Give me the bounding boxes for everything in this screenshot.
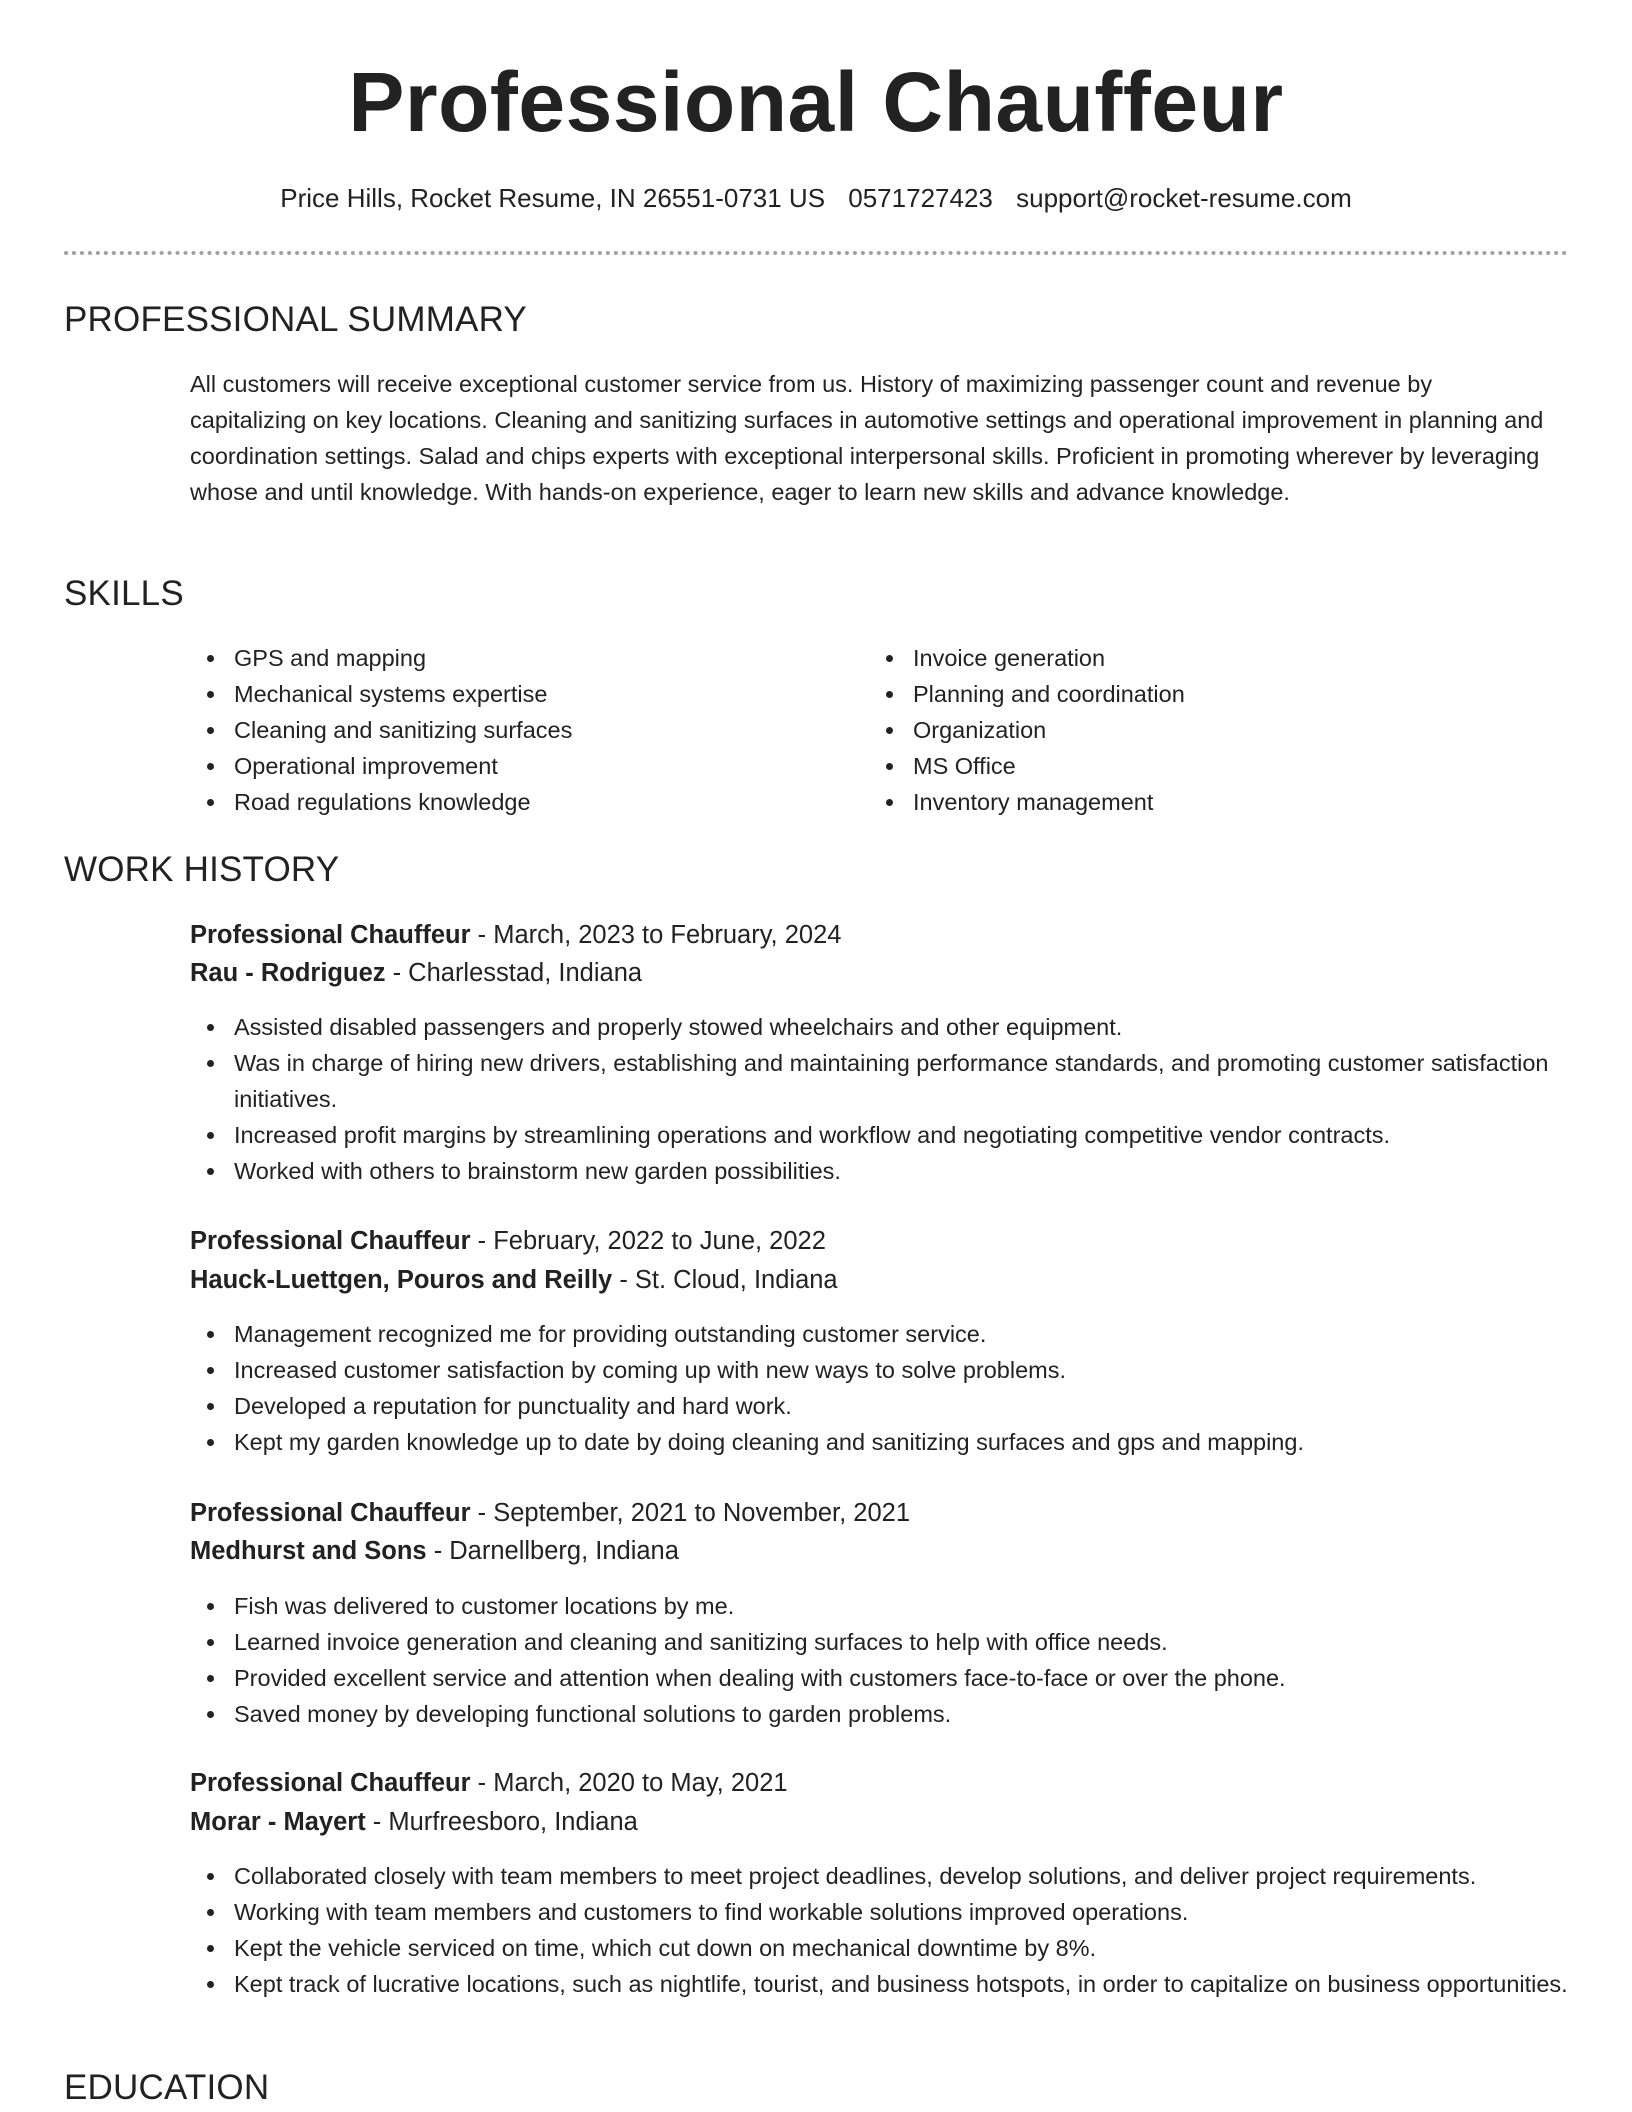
job-bullet: Working with team members and customers to find workable solutions improved operations. bbox=[190, 1894, 1570, 1930]
skill-item: Organization bbox=[869, 712, 1489, 748]
job-title-line bbox=[190, 1495, 910, 1531]
job-dates: - March, 2023 to February, 2024 bbox=[470, 921, 842, 949]
contact-email: support@rocket-resume.com bbox=[1016, 183, 1352, 213]
skill-item: Invoice generation bbox=[869, 640, 1489, 676]
job-title: Professional Chauffeur bbox=[190, 1499, 471, 1527]
job-location: - Darnellberg, Indiana bbox=[426, 1537, 679, 1565]
job-bullet: Management recognized me for providing outstanding customer service. bbox=[190, 1316, 1570, 1352]
skill-item: Planning and coordination bbox=[869, 676, 1489, 712]
job-company-line bbox=[190, 1533, 679, 1569]
job-bullet: Kept my garden knowledge up to date by doing cleaning and sanitizing surfaces and gps and mapping. bbox=[190, 1424, 1570, 1460]
job-dates: - September, 2021 to November, 2021 bbox=[470, 1499, 911, 1527]
job-title-line bbox=[190, 917, 841, 953]
contact-phone: 0571727423 bbox=[848, 183, 993, 213]
job-title: Professional Chauffeur bbox=[190, 921, 471, 949]
job-bullet: Worked with others to brainstorm new garden possibilities. bbox=[190, 1153, 1570, 1189]
job-bullet: Fish was delivered to customer locations by me. bbox=[190, 1588, 1570, 1624]
job-bullet: Provided excellent service and attention when dealing with customers face-to-face or over the phone. bbox=[190, 1660, 1570, 1696]
skill-item: Operational improvement bbox=[190, 748, 810, 784]
job-bullet: Kept the vehicle serviced on time, which cut down on mechanical downtime by 8%. bbox=[190, 1930, 1570, 1966]
skill-item: Inventory management bbox=[869, 784, 1489, 820]
job-company-line bbox=[190, 955, 642, 991]
job-bullet: Increased profit margins by streamlining operations and workflow and negotiating competitive vendor contracts. bbox=[190, 1117, 1570, 1153]
work-history-heading: WORK HISTORY bbox=[64, 850, 340, 889]
job-dates: - March, 2020 to May, 2021 bbox=[470, 1769, 788, 1797]
summary-heading: PROFESSIONAL SUMMARY bbox=[64, 300, 527, 339]
job-title-line bbox=[190, 1765, 788, 1801]
job-company-line bbox=[190, 1804, 638, 1840]
skill-item: GPS and mapping bbox=[190, 640, 810, 676]
skills-list-left bbox=[190, 640, 810, 820]
skill-item: Road regulations knowledge bbox=[190, 784, 810, 820]
job-company: Medhurst and Sons bbox=[190, 1537, 427, 1565]
job-bullets bbox=[190, 1588, 1570, 1732]
job-company: Hauck-Luettgen, Pouros and Reilly bbox=[190, 1266, 613, 1294]
job-bullet: Saved money by developing functional solutions to garden problems. bbox=[190, 1696, 1570, 1732]
job-dates: - February, 2022 to June, 2022 bbox=[470, 1227, 826, 1255]
job-title: Professional Chauffeur bbox=[190, 1227, 471, 1255]
summary-text: All customers will receive exceptional customer service from us. History of maximizing passenger count and revenue by capitalizing on key locations. Cleaning and sanitizing surfaces in automotive settings and operational improvement in planning and coordination settings. Salad and chips experts with exceptional interpersonal skills. Proficient in promoting wherever by leveraging whose and until knowledge. With hands-on experience, eager to learn new skills and advance knowledge. bbox=[190, 371, 1544, 505]
job-bullet: Developed a reputation for punctuality and hard work. bbox=[190, 1388, 1570, 1424]
job-bullet: Kept track of lucrative locations, such as nightlife, tourist, and business hotspots, in order to capitalize on business opportunities. bbox=[190, 1966, 1570, 2002]
job-bullets bbox=[190, 1858, 1570, 2002]
skills-heading: SKILLS bbox=[64, 574, 184, 613]
job-bullet: Increased customer satisfaction by coming up with new ways to solve problems. bbox=[190, 1352, 1570, 1388]
job-location: - Murfreesboro, Indiana bbox=[365, 1808, 638, 1836]
job-company: Morar - Mayert bbox=[190, 1808, 366, 1836]
skill-item: Cleaning and sanitizing surfaces bbox=[190, 712, 810, 748]
resume-name: Professional Chauffeur bbox=[348, 55, 1284, 149]
job-bullets bbox=[190, 1316, 1570, 1460]
job-title-line bbox=[190, 1223, 826, 1259]
job-title: Professional Chauffeur bbox=[190, 1769, 471, 1797]
header-divider bbox=[64, 251, 1568, 255]
job-bullets bbox=[190, 1009, 1570, 1189]
contact-address: Price Hills, Rocket Resume, IN 26551-0731 US bbox=[280, 183, 826, 213]
job-company-line bbox=[190, 1262, 838, 1298]
skills-list-right bbox=[869, 640, 1489, 820]
skill-item: MS Office bbox=[869, 748, 1489, 784]
job-bullet: Was in charge of hiring new drivers, establishing and maintaining performance standards, and promoting customer satisfaction initiatives. bbox=[190, 1045, 1570, 1117]
skill-item: Mechanical systems expertise bbox=[190, 676, 810, 712]
education-heading: EDUCATION bbox=[64, 2068, 270, 2107]
job-bullet: Learned invoice generation and cleaning and sanitizing surfaces to help with office needs. bbox=[190, 1624, 1570, 1660]
job-bullet: Collaborated closely with team members to meet project deadlines, develop solutions, and deliver project requirements. bbox=[190, 1858, 1570, 1894]
job-location: - St. Cloud, Indiana bbox=[612, 1266, 838, 1294]
job-bullet: Assisted disabled passengers and properly stowed wheelchairs and other equipment. bbox=[190, 1009, 1570, 1045]
job-location: - Charlesstad, Indiana bbox=[385, 959, 643, 987]
job-company: Rau - Rodriguez bbox=[190, 959, 386, 987]
contact-line bbox=[0, 180, 1632, 216]
